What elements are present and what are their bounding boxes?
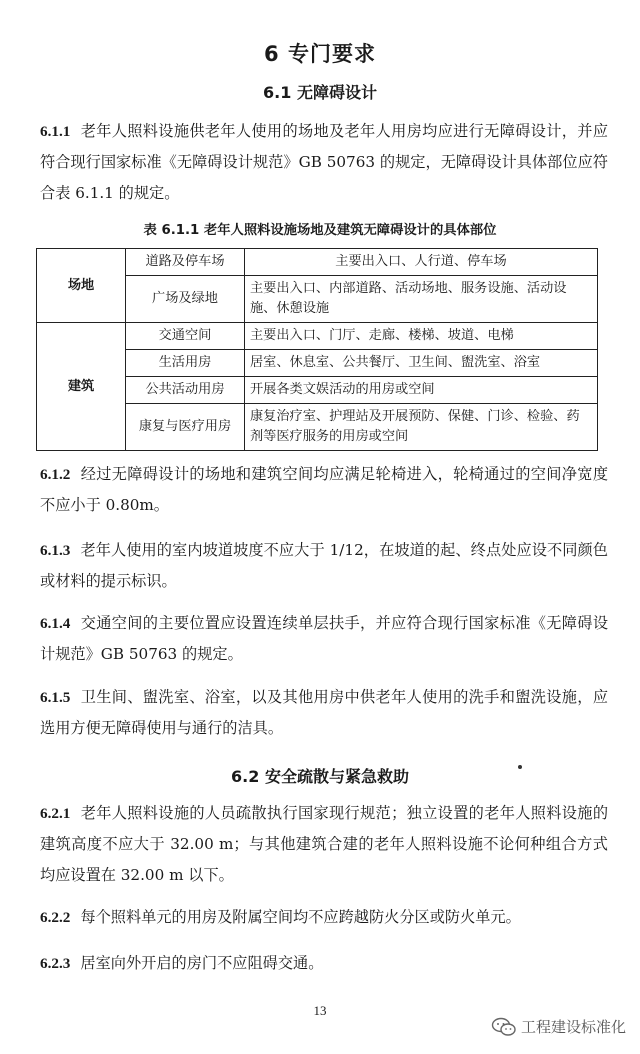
- table-description-cell: 主要出入口、内部道路、活动场地、服务设施、活动设施、休憩设施: [245, 276, 598, 323]
- clause-6-1-4: [40, 608, 608, 670]
- clause-text: 老年人照料设施的人员疏散执行国家现行规范；独立设置的老年人照料设施的建筑高度不应大于 32.00 m；与其他建筑合建的老年人照料设施不论何种组合方式均应设置在 32.00 m 以下。: [40, 804, 608, 884]
- table-description-cell: 主要出入口、门厅、走廊、楼梯、坡道、电梯: [245, 323, 598, 350]
- clause-6-2-2: [40, 902, 608, 933]
- table-caption: 表 6.1.1 老年人照料设施场地及建筑无障碍设计的具体部位: [143, 223, 497, 238]
- clause-text: 经过无障碍设计的场地和建筑空间均应满足轮椅进入，轮椅通过的空间净宽度不应小于 0.80m。: [40, 465, 608, 514]
- clause-text: 居室向外开启的房门不应阻碍交通。: [80, 954, 324, 972]
- table-category-cell: 建筑: [37, 323, 126, 451]
- clause-text: 交通空间的主要位置应设置连续单层扶手，并应符合现行国家标准《无障碍设计规范》GB 50763 的规定。: [40, 614, 608, 663]
- table-subcategory-cell: 广场及绿地: [126, 276, 245, 323]
- table-description-cell: 开展各类文娱活动的用房或空间: [245, 377, 598, 404]
- clause-number: 6.2.3: [40, 955, 71, 972]
- table-subcategory-cell: 生活用房: [126, 350, 245, 377]
- clause-number: 6.1.5: [40, 689, 71, 706]
- chapter-title: 6 专门要求: [264, 42, 376, 66]
- clause-text: 老年人使用的室内坡道坡度不应大于 1/12，在坡道的起、终点处应设不同颜色或材料的提示标识。: [40, 541, 608, 590]
- clause-number: 6.1.3: [40, 542, 71, 559]
- table-description-cell: 主要出入口、人行道、停车场: [245, 249, 598, 276]
- clause-6-1-1: [40, 116, 608, 209]
- table-description-cell: 康复治疗室、护理站及开展预防、保健、门诊、检验、药剂等医疗服务的用房或空间: [245, 404, 598, 451]
- clause-number: 6.2.1: [40, 805, 71, 822]
- table-subcategory-cell: 公共活动用房: [126, 377, 245, 404]
- table-category-cell: 场地: [37, 249, 126, 323]
- clause-6-1-2: [40, 459, 608, 521]
- clause-text: 老年人照料设施供老年人使用的场地及老年人用房均应进行无障碍设计，并应符合现行国家标准《无障碍设计规范》GB 50763 的规定，无障碍设计具体部位应符合表 6.1.1 的规定。: [40, 122, 608, 202]
- clause-6-2-1: [40, 798, 608, 891]
- table-row: [37, 249, 598, 276]
- clause-number: 6.2.2: [40, 909, 71, 926]
- accessibility-table: [36, 248, 598, 451]
- page-number: 13: [313, 1003, 327, 1018]
- table-description-cell: 居室、休息室、公共餐厅、卫生间、盥洗室、浴室: [245, 350, 598, 377]
- clause-text: 每个照料单元的用房及附属空间均不应跨越防火分区或防火单元。: [80, 908, 521, 926]
- clause-6-1-3: [40, 535, 608, 597]
- clause-6-1-5: [40, 682, 608, 744]
- watermark-text: 工程建设标准化: [520, 1018, 626, 1036]
- clause-6-2-3: [40, 948, 608, 979]
- clause-number: 6.1.4: [40, 615, 71, 632]
- clause-number: 6.1.1: [40, 123, 71, 140]
- clause-text: 卫生间、盥洗室、浴室，以及其他用房中供老年人使用的洗手和盥洗设施，应选用方便无障碍使用与通行的洁具。: [40, 688, 608, 737]
- watermark: [491, 1016, 626, 1037]
- table-row: [37, 323, 598, 350]
- table-subcategory-cell: 康复与医疗用房: [126, 404, 245, 451]
- table-subcategory-cell: 道路及停车场: [126, 249, 245, 276]
- section-title-6-2: 6.2 安全疏散与紧急救助: [231, 767, 409, 786]
- wechat-icon: [491, 1017, 517, 1037]
- table-subcategory-cell: 交通空间: [126, 323, 245, 350]
- clause-number: 6.1.2: [40, 466, 71, 483]
- section-title-6-1: 6.1 无障碍设计: [263, 83, 377, 102]
